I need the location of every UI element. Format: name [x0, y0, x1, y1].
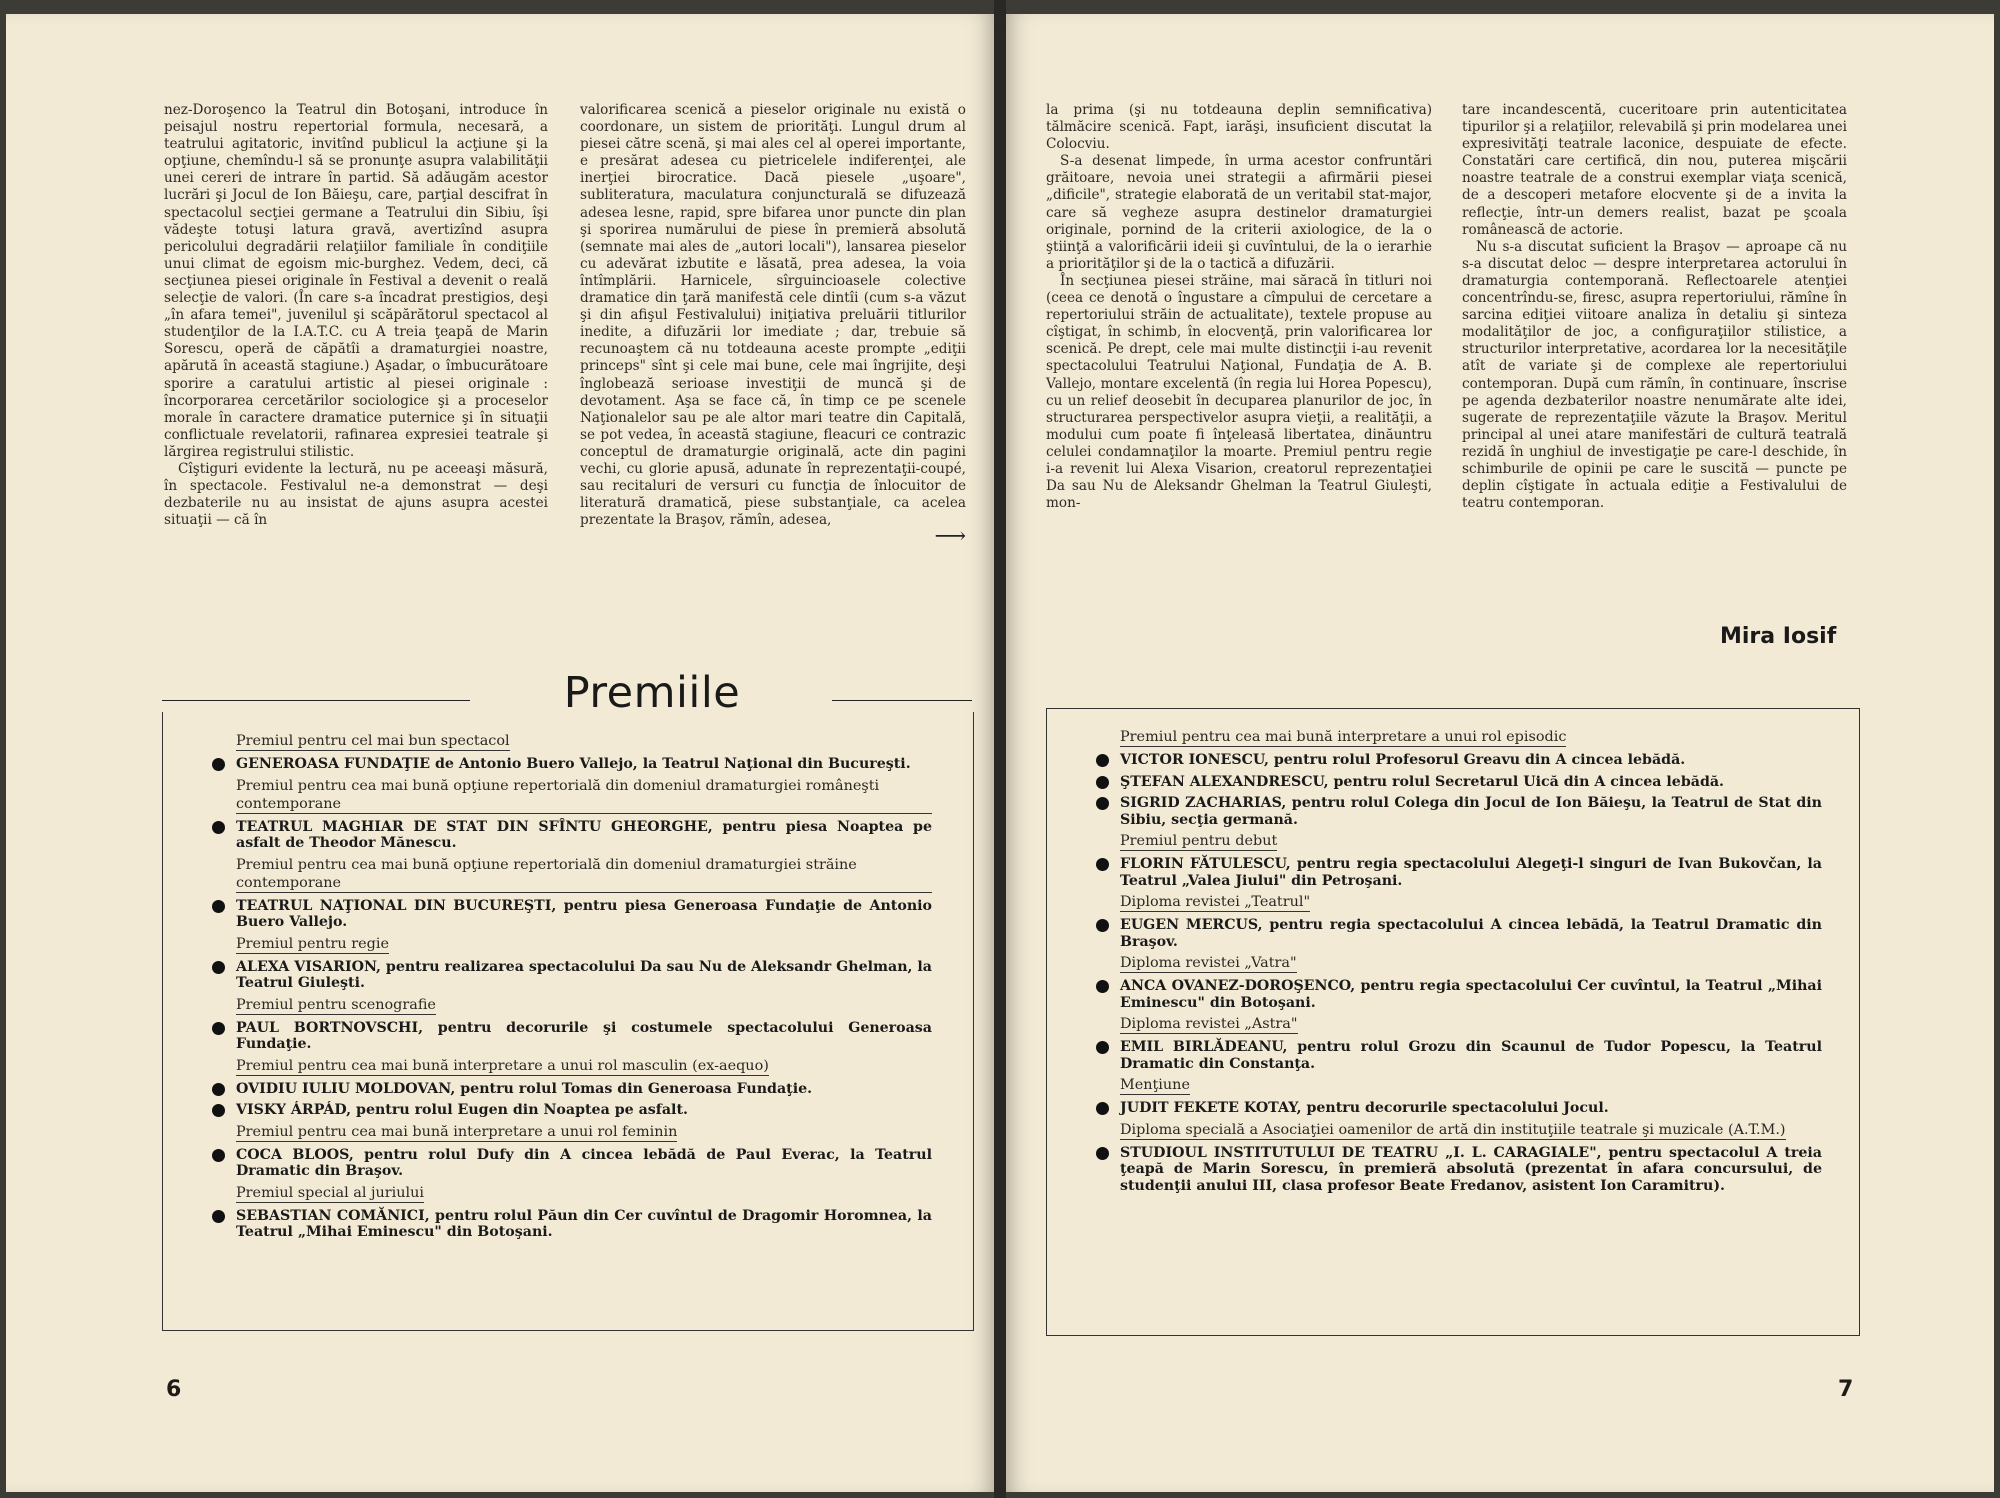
bullet-icon [212, 821, 225, 834]
award-description: , pentru regia spectacolului A cincea lebădă, la Teatrul Dramatic din Braşov. [1120, 917, 1822, 950]
bullet-icon [1096, 776, 1109, 789]
award-category [1120, 1015, 1822, 1034]
award-category-label: Premiul pentru cea mai bună interpretare a unui rol masculin (ex-aequo) [236, 1057, 769, 1074]
page-number-left: 6 [166, 1377, 182, 1402]
award-recipient: FLORIN FĂTULESCU [1120, 856, 1286, 872]
bullet-icon [212, 1210, 225, 1223]
awards-list-right [1046, 724, 1822, 1194]
award-category-label: Premiul pentru cea mai bună interpretare a unui rol episodic [1120, 729, 1567, 745]
award-category [1120, 728, 1822, 747]
bullet-icon [212, 1022, 225, 1035]
award-entry [162, 819, 932, 852]
award-entry [1046, 917, 1822, 950]
award-category [236, 1184, 932, 1203]
bullet-icon [1096, 980, 1109, 993]
award-category [1120, 954, 1822, 973]
bullet-icon [212, 900, 225, 913]
paragraph: Nu s-a discutat suficient la Braşov — aproape că nu s-a discutat deloc — despre interpretarea actorului în dramaturgia contemporană. Reflectoarele atenţiei concentrîndu-se, firesc, asupra repertoriului, rămîne în sarcina ediţiei viitoare analiza în detaliu şi sinteza modalităţilor de joc, a configuraţiilor stilistice, a structurilor interpretative, acordarea lor la necesităţile atît de variate şi de complexe ale repertoriului contemporan. După cum rămîn, în continuare, înscrise pe agenda dezbaterilor noastre nenumărate alte idei, sugerate de reprezentaţiile văzute la Braşov. Meritul principal al unei atare manifestări de cultură teatrală rezidă în unghiul de investigaţie pe care-l deschide, în schimburile de opinii pe care le suscită — puncte pe deplin cîştigate în actuala ediţie a Festivalului de teatru contemporan. [1462, 238, 1847, 512]
award-recipient: SEBASTIAN COMĂNICI [236, 1207, 425, 1224]
award-category [236, 1057, 932, 1076]
award-description: , pentru rolul Grozu din Scaunul de Tudor Popescu, la Teatrul Dramatic din Constanţa. [1120, 1039, 1822, 1072]
award-category [236, 1123, 932, 1142]
award-recipient: GENEROASA FUNDAŢIE [236, 756, 431, 772]
award-recipient: EMIL BIRLĂDEANU [1120, 1039, 1283, 1055]
award-entry [162, 1020, 932, 1053]
bullet-icon [1096, 1102, 1109, 1115]
award-category-label: Premiul pentru scenografie [236, 996, 436, 1013]
bullet-icon [1096, 1041, 1109, 1054]
award-description: , pentru rolul Secretarul Uică din A cincea lebădă. [1323, 773, 1724, 790]
bullet-icon [212, 758, 225, 771]
award-category [236, 732, 932, 751]
paragraph: S-a desenat limpede, în urma acestor confruntări grăitoare, nevoia unei strategii a afirmării piesei „dificile", strategie elaborată de un veritabil stat-major, care să vegheze asupra destinelor dramaturgiei originale, pornind de la criterii axiologice, de la o ştiinţă a valorificării ideii şi cuvîntului, de la o ierarhie a priorităţilor şi de la o tactică a difuzării. [1046, 153, 1432, 272]
bullet-icon [212, 1149, 225, 1162]
award-entry [162, 898, 932, 931]
award-category [236, 777, 932, 814]
award-entry [162, 756, 932, 773]
bullet-icon [1096, 919, 1109, 932]
award-recipient: SIGRID ZACHARIAS [1120, 795, 1282, 811]
bullet-icon [212, 1104, 225, 1117]
award-entry [1046, 774, 1822, 791]
award-category-label: Diploma revistei „Teatrul" [1120, 894, 1311, 910]
award-recipient: VICTOR IONESCU [1120, 752, 1264, 768]
article-column-3 [1046, 102, 1432, 512]
award-entry [162, 1147, 932, 1180]
award-category [236, 856, 932, 893]
award-category-label: Premiul pentru regie [236, 935, 389, 952]
awards-list-left [162, 728, 932, 1241]
award-description: , pentru rolul Colega din Jocul de Ion Băieşu, la Teatrul de Stat din Sibiu, secţia germană. [1120, 795, 1822, 828]
award-description: , pentru spectacolul A treia ţeapă de Marin Sorescu, în premieră absolută (prezentat în afara concursului, de studenţii anului III, clasa profesor Beate Fredanov, asistent Ion Caramitru). [1120, 1144, 1823, 1194]
award-recipient: COCA BLOOS [236, 1146, 349, 1163]
award-entry [162, 1102, 932, 1119]
paragraph: Cîştiguri evidente la lectură, nu pe aceeaşi măsură, în spectacole. Festivalul ne-a demonstrat — deşi dezbaterile nu au insistat de ajuns asupra acestei situaţii — că în [164, 460, 548, 529]
paragraph: În secţiunea piesei străine, mai săracă în titluri noi (ceea ce denotă o îngustare a cîmpului de cercetare a repertoriului străin de actualitate), textele propuse au cîştigat, în schimb, în elocvenţă, prin valorificarea lor scenică. Pe drept, cele mai multe distincţii i-au revenit spectacolului Teatrului Naţional, Fundaţia de A. B. Vallejo, montare excelentă (în regia lui Horea Popescu), cu un relief deosebit în decuparea planurilor de joc, în structurarea perspectivelor asupra vieţii, a realităţii, a modului cum poate fi înţeleasă libertatea, dinăuntru celulei condamnaţilor la moarte. Premiul pentru regie i-a revenit lui Alexa Visarion, creatorul reprezentaţiei Da sau Nu de Aleksandr Ghelman la Teatrul Giuleşti, mon- [1046, 272, 1432, 512]
article-column-4 [1462, 102, 1847, 512]
award-category-label: Premiul pentru cea mai bună opţiune repertorială din domeniul dramaturgiei româneşti contemporane [236, 777, 932, 814]
award-entry [1046, 1100, 1822, 1117]
award-recipient: ANCA OVANEZ-DOROŞENCO [1120, 978, 1351, 994]
award-entry [1046, 856, 1822, 889]
page-number-right: 7 [1838, 1377, 1854, 1402]
award-entry [1046, 752, 1822, 769]
award-recipient: PAUL BORTNOVSCHI [236, 1019, 419, 1036]
award-description: , pentru regia spectacolului Alegeţi-l singuri de Ivan Bukovčan, la Teatrul „Valea Jiului" din Petroşani. [1120, 856, 1823, 889]
award-category [1120, 1076, 1822, 1095]
award-category-label: Diploma specială a Asociaţiei oamenilor de artă din instituţiile teatrale şi muzicale (A.T.M.) [1120, 1121, 1786, 1138]
award-description: , pentru rolul Dufy din A cincea lebădă de Paul Everac, la Teatrul Dramatic din Braşov. [236, 1146, 932, 1179]
award-description: , pentru decorurile şi costumele spectacolului Generoasa Fundaţie. [236, 1019, 932, 1052]
award-description: , pentru rolul Tomas din Generoasa Fundaţie. [450, 1080, 813, 1097]
bullet-icon [212, 1083, 225, 1096]
award-entry [162, 959, 932, 992]
award-category-label: Premiul pentru cea mai bună interpretare a unui rol feminin [236, 1123, 678, 1140]
award-category-label: Diploma revistei „Astra" [1120, 1016, 1298, 1032]
article-author: Mira Iosif [1720, 624, 1837, 649]
award-category [236, 996, 932, 1015]
award-recipient: TEATRUL NAŢIONAL DIN BUCUREŞTI [236, 897, 552, 914]
article-column-2 [580, 102, 966, 550]
award-entry [1046, 1039, 1822, 1072]
bullet-icon [1096, 797, 1109, 810]
paragraph: tare incandescentă, cuceritoare prin autenticitatea tipurilor şi a relaţiilor, relevabilă şi prin modelarea unei expresivităţi teatrale laconice, despuiate de efecte. Constatări care certifică, din nou, puterea mişcării noastre teatrale de a construi exemplar viaţa scenică, de a descoperi metafore elocvente şi de a invita la reflecţie, într-un demers realist, bazat pe şcoala românească de actorie. [1462, 102, 1847, 238]
award-description: , pentru piesa Noaptea pe asfalt de Theodor Mănescu. [236, 818, 932, 851]
award-entry [162, 1208, 932, 1241]
award-description: de Antonio Buero Vallejo, la Teatrul Naţional din Bucureşti. [430, 756, 911, 772]
book-gutter [994, 0, 1006, 1498]
paragraph: la prima (şi nu totdeauna deplin semnificativa) tălmăcire scenică. Fapt, iarăşi, insuficient discutat la Colocviu. [1046, 102, 1432, 153]
award-category-label: Diploma revistei „Vatra" [1120, 955, 1297, 971]
award-recipient: ALEXA VISARION [236, 958, 377, 975]
award-recipient: ŞTEFAN ALEXANDRESCU [1120, 773, 1324, 790]
award-category [1120, 893, 1822, 912]
bullet-icon [1096, 858, 1109, 871]
award-category [236, 935, 932, 954]
award-category [1120, 832, 1822, 851]
award-description: , pentru rolul Profesorul Greavu din A cincea lebădă. [1263, 752, 1686, 768]
award-category-label: Menţiune [1120, 1077, 1190, 1093]
award-category [1120, 1121, 1822, 1140]
bullet-icon [1096, 754, 1109, 767]
award-description: , pentru piesa Generoasa Fundaţie de Antonio Buero Vallejo. [236, 897, 932, 930]
awards-heading: Premiile [563, 668, 741, 718]
award-entry [1046, 978, 1822, 1011]
award-description: , pentru decorurile spectacolului Jocul. [1296, 1100, 1609, 1116]
award-description: , pentru rolul Eugen din Noaptea pe asfalt. [346, 1102, 688, 1118]
award-description: , pentru realizarea spectacolului Da sau Nu de Aleksandr Ghelman, la Teatrul Giuleşti. [236, 958, 932, 991]
award-recipient: TEATRUL MAGHIAR DE STAT DIN SFÎNTU GHEORGHE [236, 818, 708, 835]
award-entry [162, 1081, 932, 1098]
award-recipient: STUDIOUL INSTITUTULUI DE TEATRU „I. L. CARAGIALE" [1120, 1144, 1597, 1161]
award-category-label: Premiul pentru cel mai bun spectacol [236, 733, 510, 749]
award-category-label: Premiul pentru debut [1120, 833, 1278, 849]
paragraph: valorificarea scenică a pieselor originale nu există o coordonare, un sistem de priorităţi. Lungul drum al piesei către scenă, şi mai ales cel al operei importante, e presărat adesea cu pietricelele indiferenţei, ale inerţiei birocratice. Dacă piesele „uşoare", subliteratura, maculatura conjuncturală se difuzează adesea lesne, rapid, spre bifarea unor puncte din plan şi sporirea numărului de piese în premieră absolută (semnate mai ales de „autori locali"), lansarea pieselor cu adevărat izbutite e lăsată, prea adesea, la voia întîmplării. Harnicele, sîrguincioasele colective dramatice din ţară manifestă cele dintîi (cum s-a văzut şi din afişul Festivalului) iniţiativa preluării titlurilor inedite, a difuzării lor imediate ; dar, trebuie să recunoaştem că nu totdeauna aceste prompte „ediţii princeps" sînt şi cele mai bune, cele mai îngrijite, deşi înglobează serioase investiţii de muncă şi de devotament. Aşa se face că, în timp ce pe scenele Naţionalelor sau pe ale altor mari teatre din Capitală, se pot vedea, în această stagiune, fleacuri ce contrazic conceptul de dramaturgie originală, acte din pagini vechi, cu glorie apusă, adunate în reprezentaţii-coupé, sau recitaluri de versuri cu funcţia de înlocuitor de literatură dramatică, piese substanţiale, ca acelea prezentate la Braşov, rămîn, adesea, [580, 102, 966, 529]
bullet-icon [1096, 1147, 1109, 1160]
paragraph: nez-Doroşenco la Teatrul din Botoşani, introduce în peisajul nostru repertorial formula, necesară, a teatrului agitatoric, invitînd publicul la acţiune şi la opţiune, chemîndu-l să se pronunţe asupra valabilităţii unei cereri de intrare în partid. Să adăugăm acestor lucrări şi Jocul de Ion Băieşu, care, parţial descifrat în spectacolul secţiei germane a Teatrului din Sibiu, îşi vădeşte totuşi latura gravă, avertizînd asupra pericolului degradării relaţiilor familiale în condiţiile unui climat de egoism mic-burghez. Vedem, deci, că secţiunea piesei originale în Festival a devenit o reală selecţie de valori. (În care s-a încadrat prestigios, deşi „în afara temei", juvenilul şi scăpărătorul spectacol al studenţilor de la I.A.T.C. cu A treia ţeapă de Marin Sorescu, operă de căpătîi a dramaturgiei noastre, apărută în această stagiune.) Aşadar, o îmbucurătoare sporire a caratului artistic al piesei originale : încorporarea cercetărilor sociologice şi a proceselor morale în caractere dramatice puternice şi în situaţii conflictuale revelatorii, rafinarea expresiei teatrale şi lărgirea registrului stilistic. [164, 102, 548, 460]
award-recipient: VISKY ÁRPÁD [236, 1102, 347, 1118]
award-recipient: OVIDIU IULIU MOLDOVAN [236, 1080, 451, 1097]
heading-rule-right [832, 700, 972, 701]
award-description: , pentru rolul Păun din Cer cuvîntul de Dragomir Horomnea, la Teatrul „Mihai Eminescu" din Botoşani. [236, 1207, 932, 1240]
award-category-label: Premiul pentru cea mai bună opţiune repertorială din domeniul dramaturgiei străine contemporane [236, 856, 932, 893]
heading-rule-left [162, 700, 470, 701]
award-recipient: JUDIT FEKETE KOTAY [1120, 1100, 1297, 1116]
bullet-icon [212, 961, 225, 974]
award-entry [1046, 1145, 1822, 1195]
award-entry [1046, 795, 1822, 828]
continuation-arrow-icon: ⟶ [934, 524, 966, 550]
award-category-label: Premiul special al juriului [236, 1184, 425, 1201]
article-column-1 [164, 102, 548, 529]
award-recipient: EUGEN MERCUS [1120, 917, 1258, 933]
award-description: , pentru regia spectacolului Cer cuvîntul, la Teatrul „Mihai Eminescu" din Botoşani. [1120, 978, 1823, 1011]
